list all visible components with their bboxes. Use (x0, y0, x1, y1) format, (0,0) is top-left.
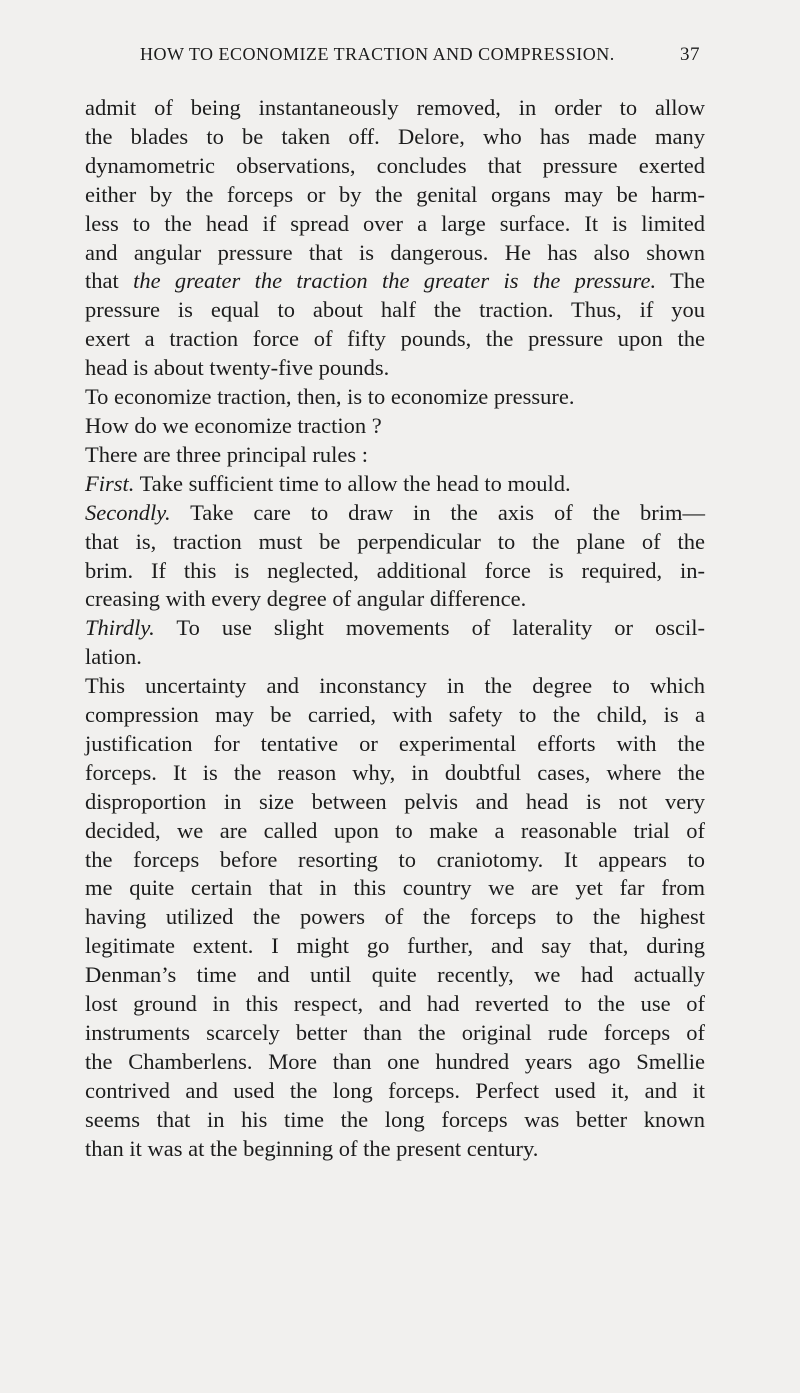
text-line (85, 267, 705, 296)
text-line (85, 499, 705, 528)
text-line-post: Take care to draw in the axis of the brim— (170, 499, 705, 525)
text-line: instruments scarcely better than the original rude forceps of (85, 1020, 705, 1045)
text-line: either by the forceps or by the genital organs may be harm- (85, 181, 705, 207)
text-line (85, 470, 705, 499)
text-line (85, 614, 705, 643)
text-line: head is about twenty-five pounds. (85, 355, 390, 381)
text-line: creasing with every degree of angular difference. (85, 586, 527, 612)
text-line: legitimate extent. I might go further, and say that, during (85, 933, 705, 959)
text-line-italic: Secondly. (85, 499, 171, 525)
text-line-italic: the greater the traction the greater is the pressure. (133, 268, 657, 294)
text-line: lation. (85, 644, 142, 670)
text-line: To economize traction, then, is to economize pressure. (85, 384, 575, 410)
text-line: the forceps before resorting to craniotomy. It appears to (85, 846, 705, 872)
running-title: HOW TO ECONOMIZE TRACTION AND COMPRESSION. (140, 44, 615, 64)
body-text (85, 94, 705, 1164)
text-line: brim. If this is neglected, additional force is required, in- (85, 557, 705, 583)
text-line-italic: Thirdly. (85, 615, 155, 641)
text-line: exert a traction force of fifty pounds, the pressure upon the (85, 326, 705, 352)
text-line: lost ground in this respect, and had reverted to the use of (85, 991, 705, 1017)
text-line: justification for tentative or experimental efforts with the (85, 730, 705, 756)
text-line: the Chamberlens. More than one hundred years ago Smellie (85, 1048, 705, 1074)
text-line: admit of being instantaneously removed, in order to allow (85, 95, 705, 120)
text-line: the blades to be taken off. Delore, who has made many (85, 123, 705, 149)
text-line: How do we economize traction ? (85, 412, 382, 438)
text-line: There are three principal rules : (85, 441, 368, 467)
text-line: decided, we are called upon to make a reasonable trial of (85, 817, 705, 843)
page-number: 37 (680, 44, 700, 65)
text-line: than it was at the beginning of the present century. (85, 1135, 539, 1161)
text-line: and angular pressure that is dangerous. He has also shown (85, 239, 705, 265)
text-line-post: Take sufficient time to allow the head to mould. (134, 470, 571, 496)
text-line: This uncertainty and inconstancy in the degree to which (85, 673, 705, 699)
text-line: forceps. It is the reason why, in doubtful cases, where the (85, 759, 705, 785)
text-line: that is, traction must be perpendicular to the plane of the (85, 528, 705, 554)
text-line: disproportion in size between pelvis and head is not very (85, 788, 705, 814)
text-line-italic: First. (85, 470, 135, 496)
text-line: me quite certain that in this country we are yet far from (85, 875, 705, 901)
text-line: contrived and used the long forceps. Perfect used it, and it (85, 1077, 705, 1103)
text-line: pressure is equal to about half the traction. Thus, if you (85, 297, 705, 323)
text-line: seems that in his time the long forceps was better known (85, 1106, 705, 1132)
text-line-pre: that (85, 268, 134, 294)
text-line: compression may be carried, with safety to the child, is a (85, 702, 705, 728)
text-line: having utilized the powers of the forceps to the highest (85, 904, 705, 930)
running-head (140, 44, 700, 74)
text-line: Denman’s time and until quite recently, we had actually (85, 962, 705, 988)
text-line-post: To use slight movements of laterality or oscil- (154, 615, 705, 641)
text-line: less to the head if spread over a large surface. It is limited (85, 210, 705, 236)
text-line-post: The (656, 268, 705, 294)
text-line: dynamometric observations, concludes that pressure exerted (85, 152, 705, 178)
